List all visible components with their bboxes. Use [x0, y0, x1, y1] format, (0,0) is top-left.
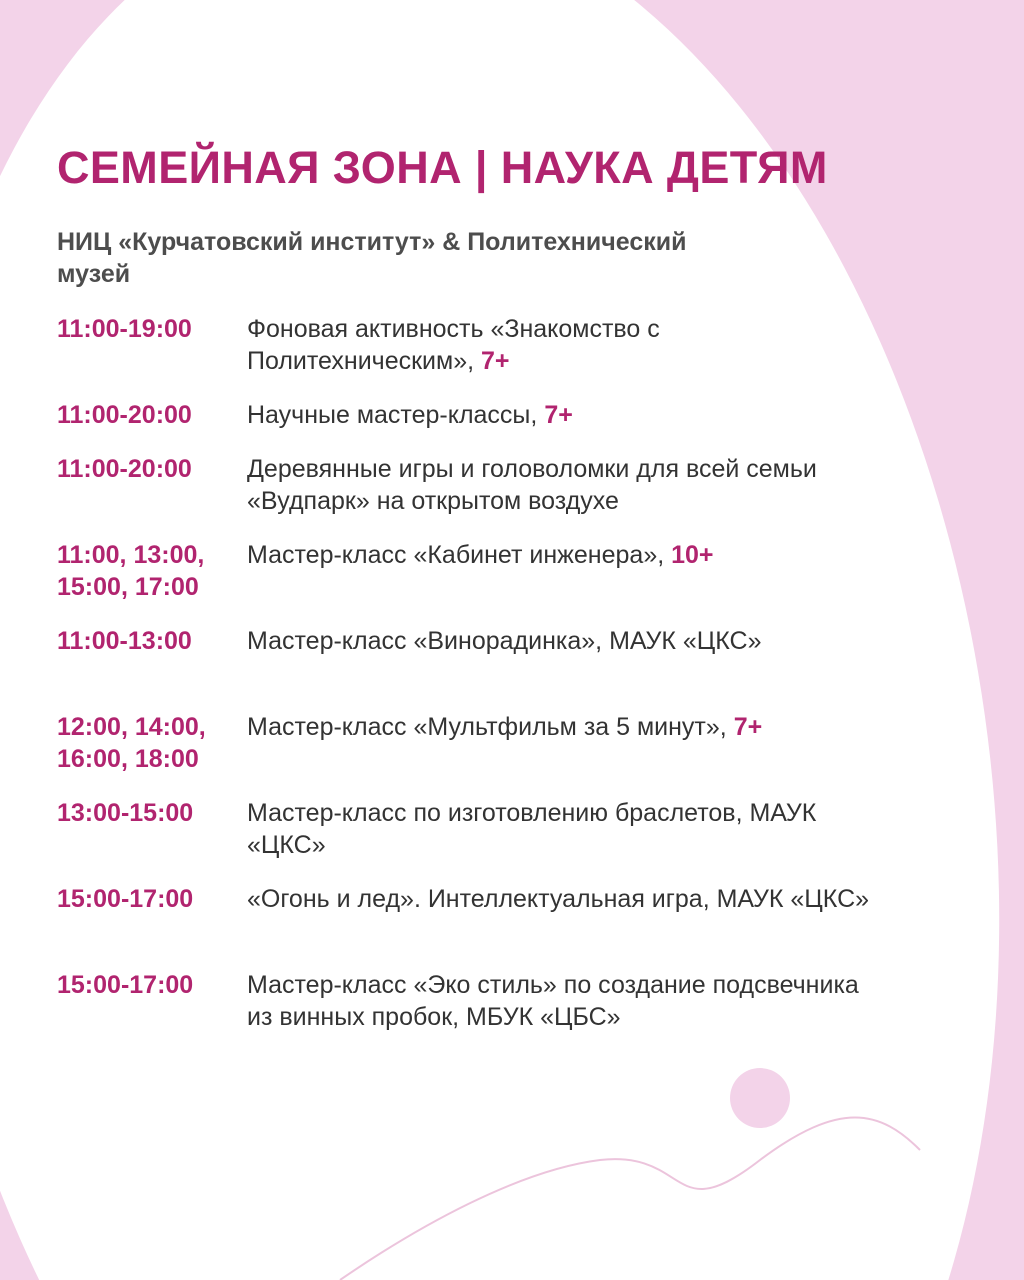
age-badge: 10+ — [671, 541, 714, 569]
schedule-time: 12:00, 14:00, 16:00, 18:00 — [57, 713, 206, 773]
schedule-description: «Огонь и лед». Интеллектуальная игра, МАУК «ЦКС» — [247, 885, 870, 913]
schedule-time: 11:00-13:00 — [57, 627, 192, 655]
schedule-description: Деревянные игры и головоломки для всей семьи «Вудпарк» на открытом воздухе — [247, 455, 817, 515]
schedule-description: Мастер-класс «Винорадинка», МАУК «ЦКС» — [247, 627, 762, 655]
schedule-time: 15:00-17:00 — [57, 971, 194, 999]
schedule-time: 11:00-20:00 — [57, 401, 192, 429]
schedule-description: Мастер-класс «Мультфильм за 5 минут», 7+ — [247, 713, 763, 741]
schedule-time: 11:00-20:00 — [57, 455, 192, 483]
page-title: СЕМЕЙНАЯ ЗОНА | НАУКА ДЕТЯМ — [57, 142, 828, 193]
schedule-description: Мастер-класс «Эко стиль» по создание подсвечника из винных пробок, МБУК «ЦБС» — [247, 971, 859, 1031]
schedule-time: 13:00-15:00 — [57, 799, 194, 827]
schedule-description: Научные мастер-классы, 7+ — [247, 401, 573, 429]
schedule-time: 11:00, 13:00, 15:00, 17:00 — [57, 541, 205, 601]
schedule-description: Мастер-класс по изготовлению браслетов, МАУК «ЦКС» — [247, 799, 817, 859]
schedule-time: 15:00-17:00 — [57, 885, 194, 913]
schedule-time: 11:00-19:00 — [57, 315, 192, 343]
age-badge: 7+ — [733, 713, 763, 741]
age-badge: 7+ — [481, 347, 510, 375]
schedule-description: Фоновая активность «Знакомство с Политехническим», 7+ — [247, 315, 660, 375]
decor-circle — [730, 1068, 790, 1128]
organizers: НИЦ «Курчатовский институт» & Политехнический музей — [57, 228, 687, 288]
schedule-description: Мастер-класс «Кабинет инженера», 10+ — [247, 541, 714, 569]
age-badge: 7+ — [544, 401, 573, 429]
